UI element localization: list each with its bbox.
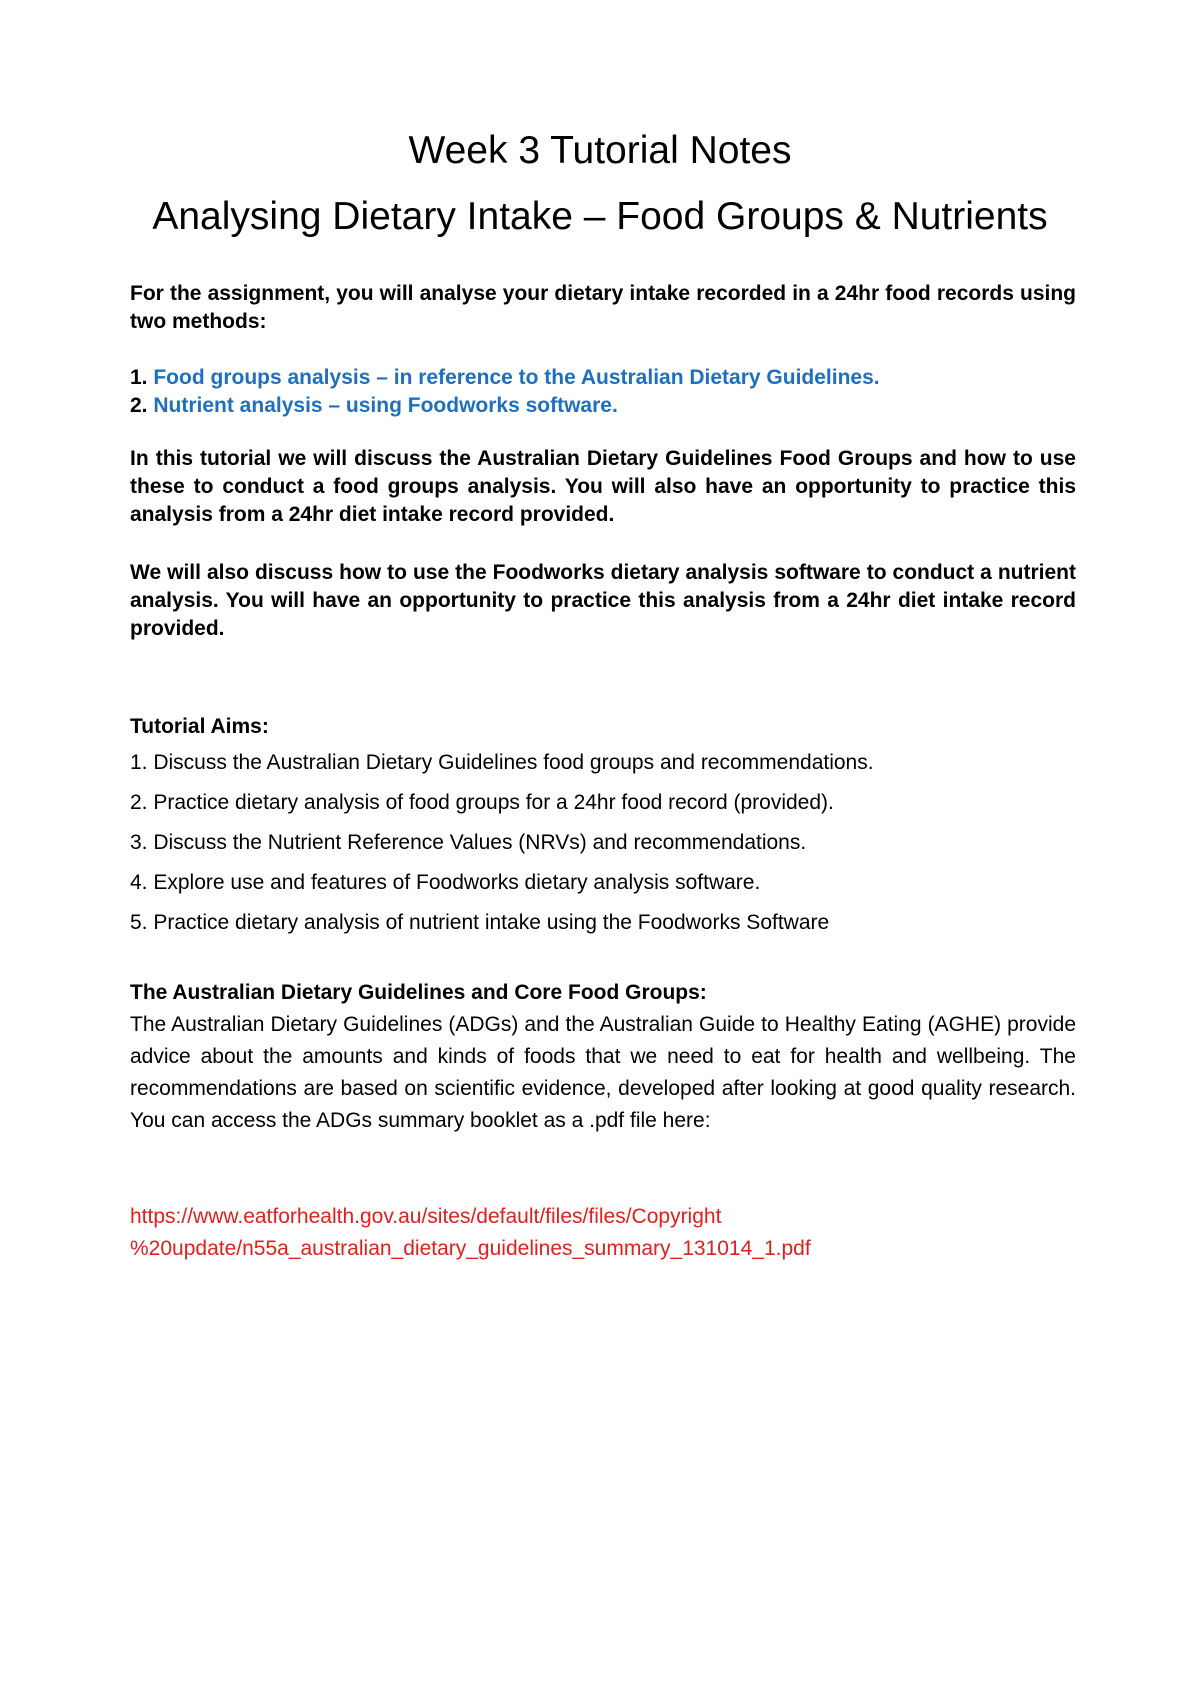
url-line: %20update/n55a_australian_dietary_guidelines_summary_131014_1.pdf bbox=[130, 1237, 811, 1260]
list-item: 3. Discuss the Nutrient Reference Values (NRVs) and recommendations. bbox=[130, 831, 807, 854]
list-item: 2. Practice dietary analysis of food groups for a 24hr food record (provided). bbox=[130, 791, 834, 814]
tutorial-aims-list bbox=[130, 749, 1076, 949]
foodworks-paragraph: We will also discuss how to use the Foodworks dietary analysis software to conduct a nutrient analysis. You will have an opportunity to practice this analysis from a 24hr diet intake record provided. bbox=[130, 561, 1076, 640]
method-item-food-groups bbox=[130, 364, 1076, 392]
page-subtitle: Analysing Dietary Intake – Food Groups & Nutrients bbox=[152, 195, 1048, 238]
list-item: 1. Discuss the Australian Dietary Guidelines food groups and recommendations. bbox=[130, 751, 874, 774]
food-groups-paragraph: In this tutorial we will discuss the Australian Dietary Guidelines Food Groups and how to use these to conduct a food groups analysis. You will also have an opportunity to practice this analysis from a 24hr diet intake record provided. bbox=[130, 447, 1076, 526]
url-line: https://www.eatforhealth.gov.au/sites/default/files/files/Copyright bbox=[130, 1205, 722, 1228]
intro-paragraph: For the assignment, you will analyse your dietary intake recorded in a 24hr food records using two methods: bbox=[130, 282, 1076, 333]
method-item-nutrient bbox=[130, 392, 1076, 420]
method-nutrient-link[interactable]: Nutrient analysis – using Foodworks software. bbox=[153, 394, 618, 417]
method-food-groups-link[interactable]: Food groups analysis – in reference to the Australian Dietary Guidelines. bbox=[153, 366, 880, 389]
method-number: 1. bbox=[130, 366, 148, 389]
page-title: Week 3 Tutorial Notes bbox=[408, 129, 792, 172]
list-item: 5. Practice dietary analysis of nutrient intake using the Foodworks Software bbox=[130, 911, 830, 934]
tutorial-aims-heading: Tutorial Aims: bbox=[130, 715, 269, 738]
list-item: 4. Explore use and features of Foodworks dietary analysis software. bbox=[130, 871, 761, 894]
adg-paragraph: The Australian Dietary Guidelines (ADGs) and the Australian Guide to Healthy Eating (AGHE) provide advice about the amounts and kinds of foods that we need to eat for health and wellbeing. The recommendations are based on scientific evidence, developed after looking at good quality research. You can access the ADGs summary booklet as a .pdf file here: bbox=[130, 1013, 1076, 1132]
methods-list bbox=[130, 364, 1076, 420]
adg-summary-url-link[interactable] bbox=[130, 1201, 1076, 1265]
method-number: 2. bbox=[130, 394, 148, 417]
adg-section-heading: The Australian Dietary Guidelines and Core Food Groups: bbox=[130, 981, 707, 1004]
